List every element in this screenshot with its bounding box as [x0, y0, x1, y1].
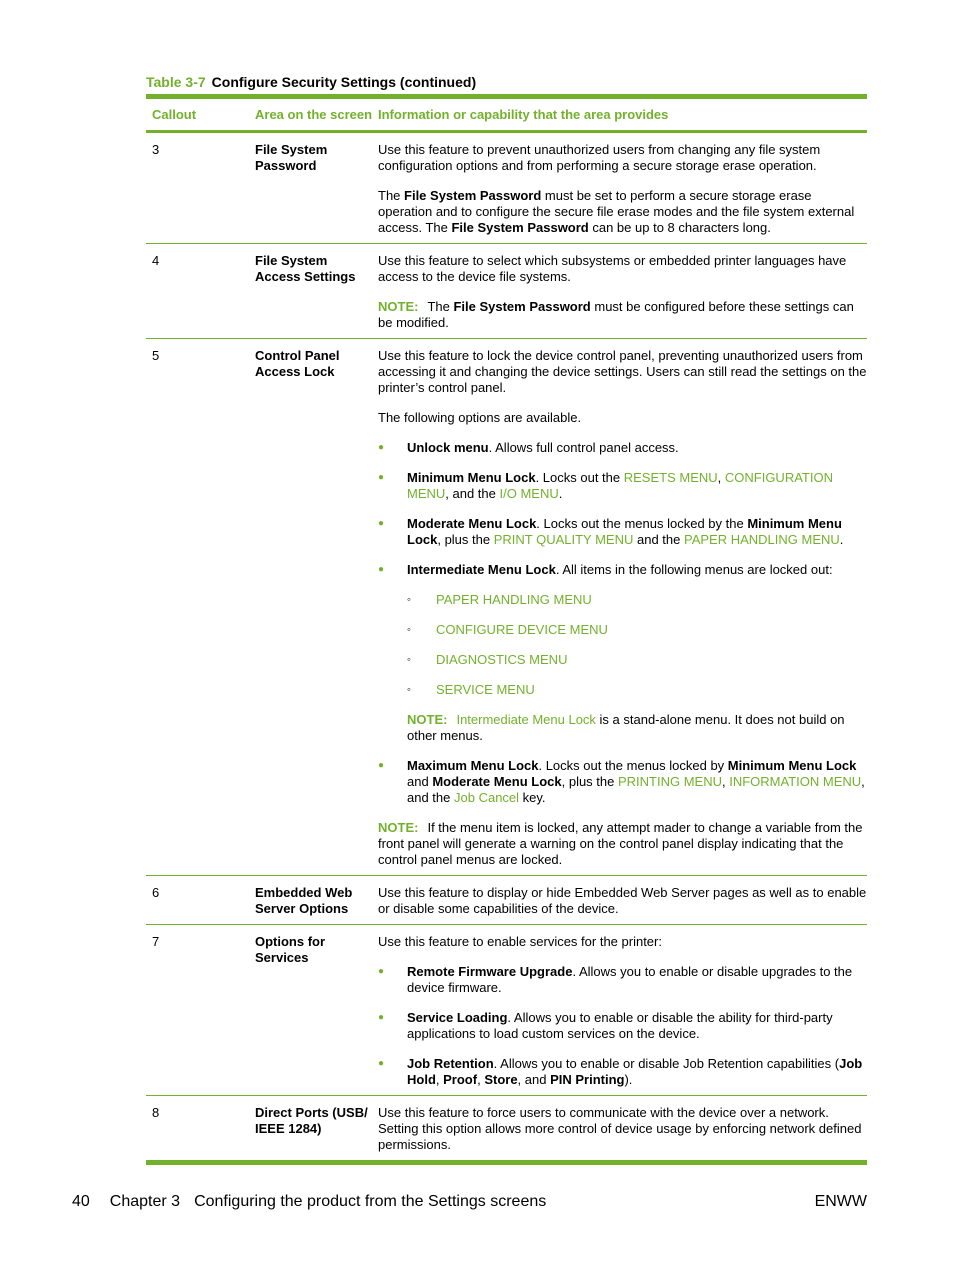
chapter-title: Configuring the product from the Settings screens: [194, 1193, 547, 1210]
list-item: ● Maximum Menu Lock. Locks out the menus locked by Minimum Menu Lock and Moderate Menu Lock, plus the PRINTING MENU, INFORMATION MENU, and the Job Cancel key.: [378, 758, 867, 806]
table-row: [146, 244, 867, 339]
area-cell: File System Password: [255, 142, 328, 173]
table-row: [146, 925, 867, 1096]
callout-cell: 8: [152, 1105, 160, 1120]
area-cell: Direct Ports (USB/ IEEE 1284): [255, 1105, 368, 1136]
paper-handling-menu-link[interactable]: PAPER HANDLING MENU: [436, 592, 592, 607]
note: NOTE: The File System Password must be configured before these settings can be modified.: [378, 299, 854, 330]
info-cell: [374, 253, 867, 331]
area-cell: Options for Services: [255, 934, 326, 965]
sub-list-item: [407, 622, 867, 638]
table-row: [146, 133, 867, 244]
configure-device-menu-link[interactable]: CONFIGURE DEVICE MENU: [436, 622, 608, 637]
paragraph: Use this feature to lock the device control panel, preventing unauthorized users from accessing it and changing the device settings. Users can still read the settings on the printer’s control panel.: [378, 348, 867, 395]
footer-code: ENWW: [814, 1193, 867, 1210]
header-callout: Callout: [152, 107, 197, 122]
callout-cell: 7: [152, 934, 160, 949]
info-cell: [374, 1105, 867, 1153]
locked-menus-list: [407, 592, 867, 698]
table-row: [146, 1096, 867, 1160]
list-item: ● Job Retention. Allows you to enable or disable Job Retention capabilities (Job Hold, Proof, Store, and PIN Printing).: [378, 1056, 867, 1088]
paper-handling-menu-link[interactable]: PAPER HANDLING MENU: [683, 532, 840, 547]
list-item: ● Intermediate Menu Lock. All items in the following menus are locked out: ◦ PAPER HANDLING MENU ◦ CONFIGURE DEVICE MENU ◦ DIAGNOSTICS MENU ◦ SERVICE MENU NOTE: Intermediate Menu Lock is a stand-alone menu. It does not build on other menus.: [378, 562, 867, 744]
table-bottom-rule: [146, 1160, 867, 1165]
callout-cell: 5: [152, 348, 160, 363]
list-item: ● Unlock menu. Allows full control panel access.: [378, 440, 867, 456]
list-item: ● Minimum Menu Lock. Locks out the RESETS MENU, CONFIGURATION MENU, and the I/O MENU.: [378, 470, 867, 502]
service-menu-link[interactable]: SERVICE MENU: [436, 682, 535, 697]
note: NOTE: If the menu item is locked, any attempt mader to change a variable from the front panel will generate a warning on the control panel display indicating that the control panel menus are locked.: [378, 820, 863, 867]
information-menu-link[interactable]: INFORMATION MENU: [729, 774, 862, 789]
note-label: NOTE:: [378, 299, 419, 314]
printing-menu-link[interactable]: PRINTING MENU: [617, 774, 722, 789]
configuration-menu-link[interactable]: CONFIGURATION MENU: [407, 470, 833, 501]
security-settings-table: [146, 94, 867, 1165]
info-cell: [374, 142, 867, 236]
note-label: NOTE:: [407, 712, 448, 727]
chapter-label: Chapter 3: [109, 1193, 181, 1210]
paragraph: Use this feature to prevent unauthorized users from changing any file system configuration options and from performing a secure storage erase operation.: [378, 142, 821, 173]
resets-menu-link[interactable]: RESETS MENU: [623, 470, 718, 485]
info-cell: [374, 885, 867, 917]
list-item: ● Remote Firmware Upgrade. Allows you to enable or disable upgrades to the device firmware.: [378, 964, 867, 996]
list-item: ● Moderate Menu Lock. Locks out the menus locked by the Minimum Menu Lock, plus the PRINT QUALITY MENU and the PAPER HANDLING MENU.: [378, 516, 867, 548]
info-cell: [374, 348, 867, 868]
header-information: Information or capability that the area provides: [378, 107, 669, 122]
paragraph: The following options are available.: [378, 410, 582, 425]
job-cancel-link[interactable]: Job Cancel: [454, 790, 520, 805]
header-area: Area on the screen: [255, 107, 373, 122]
table-number: Table 3-7: [146, 74, 206, 90]
intermediate-menu-lock-link[interactable]: Intermediate Menu Lock: [456, 712, 596, 727]
table-caption: [146, 74, 476, 90]
info-cell: [374, 934, 867, 1088]
paragraph: Use this feature to display or hide Embedded Web Server pages as well as to enable or disable some capabilities of the device.: [378, 885, 867, 916]
sub-list-item: [407, 592, 867, 608]
io-menu-link[interactable]: I/O MENU: [499, 486, 559, 501]
page-number: 40: [72, 1193, 90, 1210]
page-footer: [72, 1193, 867, 1211]
table-title: Configure Security Settings (continued): [211, 74, 477, 90]
services-list: [378, 964, 867, 1088]
list-item: ● Service Loading. Allows you to enable or disable the ability for third-party applications to load custom services on the device.: [378, 1010, 867, 1042]
callout-cell: 4: [152, 253, 160, 268]
paragraph: The File System Password must be set to perform a secure storage erase operation and to configure the secure file erase modes and the file system external access. The File System Password can be up to 8 characters long.: [378, 188, 855, 235]
diagnostics-menu-link[interactable]: DIAGNOSTICS MENU: [436, 652, 568, 667]
table-row: [146, 339, 867, 876]
callout-cell: 3: [152, 142, 160, 157]
paragraph: Use this feature to force users to communicate with the device over a network. Setting this option allows more control of device usage by enforcing network defined permissions.: [378, 1105, 862, 1152]
sub-list-item: [407, 652, 867, 668]
paragraph: Use this feature to enable services for the printer:: [378, 934, 662, 949]
paragraph: Use this feature to select which subsystems or embedded printer languages have access to the device file systems.: [378, 253, 847, 284]
print-quality-menu-link[interactable]: PRINT QUALITY MENU: [493, 532, 634, 547]
options-list: [378, 440, 867, 806]
area-cell: Embedded Web Server Options: [255, 885, 353, 916]
note: NOTE: Intermediate Menu Lock is a stand-alone menu. It does not build on other menus.: [407, 712, 845, 743]
table-row: [146, 876, 867, 925]
table-header-row: [146, 99, 867, 130]
sub-list-item: [407, 682, 867, 698]
area-cell: Control Panel Access Lock: [255, 348, 340, 379]
note-label: NOTE:: [378, 820, 419, 835]
area-cell: File System Access Settings: [255, 253, 356, 284]
callout-cell: 6: [152, 885, 160, 900]
